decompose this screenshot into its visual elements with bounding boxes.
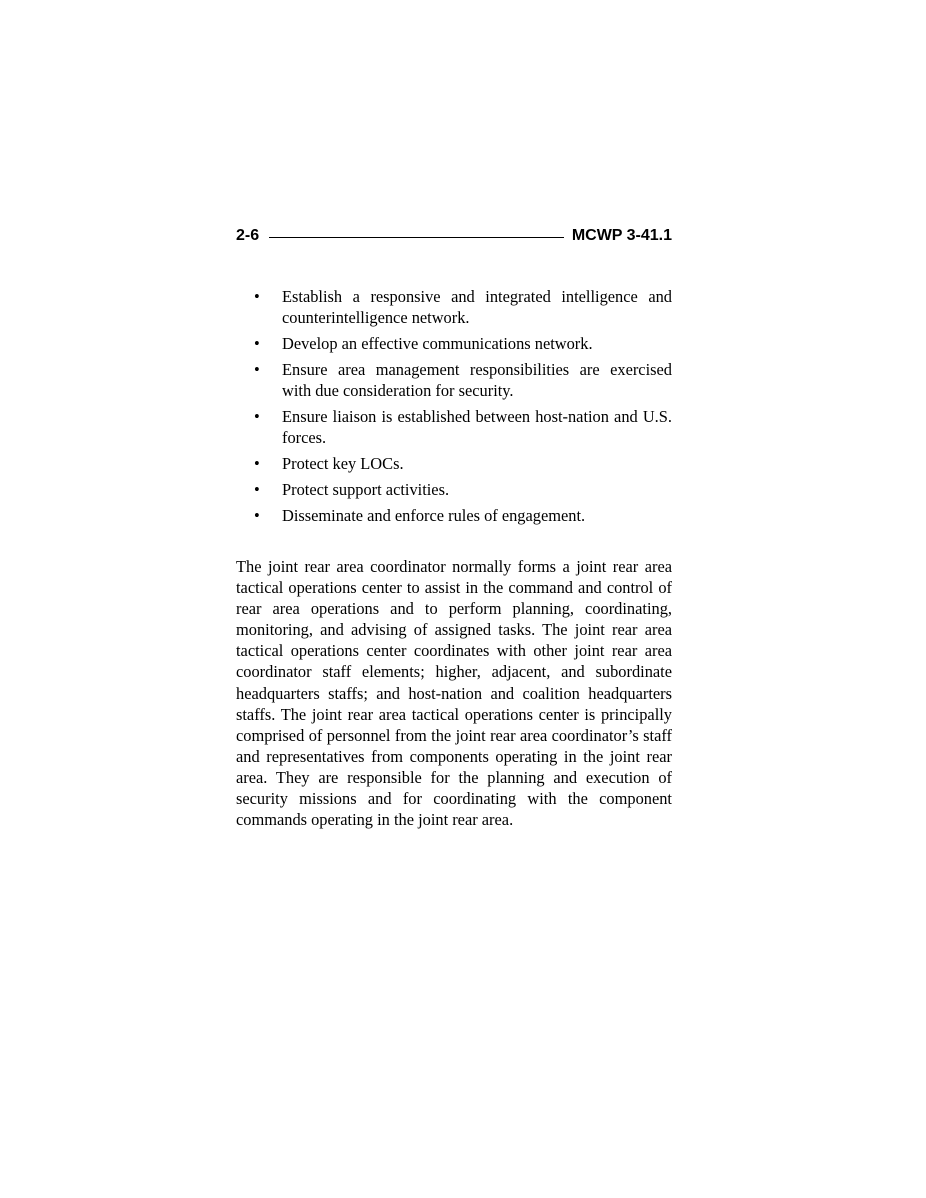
- list-item-text: Develop an effective communications network.: [282, 334, 593, 353]
- bullet-list: [236, 286, 672, 531]
- list-item-text: Protect key LOCs.: [282, 454, 404, 473]
- bullet-icon: •: [254, 360, 260, 379]
- list-item: [236, 286, 672, 328]
- list-item-text: Protect support activities.: [282, 480, 450, 499]
- bullet-icon: •: [254, 480, 260, 499]
- list-item-text: Disseminate and enforce rules of engagement.: [282, 506, 586, 525]
- list-item: [236, 406, 672, 448]
- list-item-text: Ensure liaison is established between host-nation and U.S. forces.: [282, 407, 672, 447]
- bullet-icon: •: [254, 506, 260, 525]
- list-item: [236, 479, 672, 500]
- document-id: MCWP 3-41.1: [571, 227, 672, 244]
- bullet-icon: •: [254, 287, 260, 306]
- bullet-icon: •: [254, 454, 260, 473]
- list-item: [236, 505, 672, 526]
- running-header: [236, 225, 672, 247]
- list-item: [236, 333, 672, 354]
- body-paragraph: The joint rear area coordinator normally forms a joint rear area tactical operations center to assist in the command and control of rear area operations and to perform planning, coordinating, monitoring, and advising of assigned tasks. The joint rear area tactical operations center coordinates with other joint rear area coordinator staff elements; higher, adjacent, and subordinate headquarters staffs; and host-nation and coalition headquarters staffs. The joint rear area tactical operations center is principally comprised of personnel from the joint rear area coordinator’s staff and representatives from components operating in the joint rear area. They are responsible for the planning and execution of security missions and for coordinating with the component commands operating in the joint rear area.: [236, 557, 672, 830]
- list-item-text: Ensure area management responsibilities are exercised with due consideration for security.: [282, 360, 672, 400]
- list-item-text: Establish a responsive and integrated intelligence and counterintelligence network.: [282, 287, 672, 327]
- list-item: [236, 453, 672, 474]
- bullet-icon: •: [254, 334, 260, 353]
- list-item: [236, 359, 672, 401]
- header-rule: [269, 237, 564, 238]
- page-number: 2-6: [236, 227, 260, 244]
- bullet-icon: •: [254, 407, 260, 426]
